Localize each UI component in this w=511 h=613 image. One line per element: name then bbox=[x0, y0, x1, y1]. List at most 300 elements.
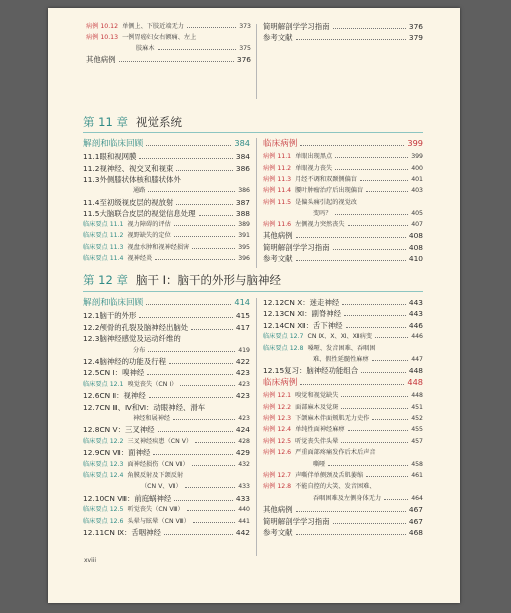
toc-entry-number: 11.2 bbox=[83, 163, 100, 173]
column-divider bbox=[256, 24, 257, 99]
toc-entry-title: 三叉神经疾患（CN Ⅴ） bbox=[127, 437, 193, 445]
toc-entry-number: 12.2 bbox=[83, 322, 100, 332]
toc-entry bbox=[83, 164, 250, 173]
toc-entry-page: 391 bbox=[238, 232, 250, 240]
chapter-12-heading bbox=[83, 272, 281, 288]
toc-leader-dots bbox=[187, 510, 235, 511]
toc-entry-number: 12.8 bbox=[83, 425, 100, 435]
toc-entry bbox=[83, 311, 250, 320]
toc-entry-title: 复习：脑神经功能组合 bbox=[284, 366, 359, 376]
toc-leader-dots bbox=[139, 317, 232, 318]
toc-entry-page: 415 bbox=[235, 311, 250, 321]
toc-entry bbox=[263, 494, 423, 503]
toc-entry bbox=[263, 220, 423, 229]
toc-entry bbox=[86, 55, 251, 64]
toc-entry bbox=[263, 471, 423, 480]
toc-leader-dots bbox=[341, 396, 408, 397]
toc-entry-title: 角膜反射及下颌反射 bbox=[127, 472, 184, 479]
toc-entry-title: 视神经炎 bbox=[127, 255, 153, 262]
toc-entry-number: 11.3 bbox=[83, 174, 100, 184]
toc-entry-number: 12.4 bbox=[83, 357, 100, 366]
toc-entry-title: 变吗？ bbox=[313, 209, 332, 217]
toc-entry-title: 简明解剖学学习指南 bbox=[263, 22, 330, 31]
toc-leader-dots bbox=[153, 454, 233, 455]
toc-entry-title: 不能自控的大笑、发音困难、 bbox=[295, 483, 376, 491]
toc-section-heading bbox=[83, 298, 250, 308]
toc-entry bbox=[83, 346, 250, 355]
toc-leader-dots bbox=[158, 49, 237, 50]
toc-leader-dots bbox=[296, 511, 406, 512]
toc-entry-page: 419 bbox=[238, 346, 250, 354]
toc-entry bbox=[263, 164, 423, 173]
toc-leader-dots bbox=[192, 248, 235, 249]
toc-entry-label: 临床要点 11.2 bbox=[83, 232, 124, 240]
toc-entry-number: 12.14 bbox=[263, 320, 285, 330]
toc-entry-page: 452 bbox=[411, 415, 423, 422]
toc-entry-title: 是偏头痛引起的视觉改 bbox=[295, 198, 357, 206]
toc-entry-number: 12.10 bbox=[83, 493, 105, 503]
toc-leader-dots bbox=[148, 191, 235, 192]
toc-entry-page: 387 bbox=[235, 197, 250, 207]
toc-entry-page: 376 bbox=[236, 55, 251, 64]
toc-entry bbox=[83, 209, 250, 218]
toc-entry bbox=[83, 175, 250, 184]
toc-entry-page: 468 bbox=[408, 528, 423, 537]
toc-entry-page: 410 bbox=[408, 254, 423, 263]
toc-entry bbox=[83, 152, 250, 161]
toc-entry bbox=[263, 505, 423, 514]
toc-entry-page: 407 bbox=[411, 221, 423, 229]
toc-leader-dots bbox=[348, 430, 409, 431]
toc-entry-page: 405 bbox=[411, 209, 423, 217]
toc-entry bbox=[263, 460, 423, 469]
toc-entry-page: 373 bbox=[239, 23, 251, 30]
toc-entry-label: 临床要点 12.4 bbox=[83, 472, 124, 479]
book-page bbox=[48, 8, 460, 603]
chapter-number: 第 12 章 bbox=[83, 273, 128, 287]
toc-leader-dots bbox=[296, 237, 406, 238]
toc-entry-page: 455 bbox=[411, 426, 423, 434]
toc-leader-dots bbox=[119, 61, 234, 62]
toc-entry-title: 神经和展神经 bbox=[133, 415, 171, 422]
toc-entry bbox=[263, 414, 423, 423]
toc-entry bbox=[263, 321, 423, 330]
toc-entry-page: 467 bbox=[408, 516, 423, 526]
toc-entry-page: 443 bbox=[408, 298, 423, 307]
toc-entry-title: 至初级视皮层的视放射 bbox=[99, 197, 174, 207]
toc-leader-dots bbox=[335, 169, 408, 170]
toc-entry-title: 下颌麻木伴面颊肌无力史作 bbox=[295, 415, 370, 422]
toc-entry-label: 病例 10.13 bbox=[86, 34, 119, 41]
toc-entry-label: 临床要点 11.1 bbox=[83, 221, 124, 229]
toc-entry bbox=[263, 482, 423, 491]
chapter-number: 第 11 章 bbox=[83, 115, 128, 129]
toc-entry-page: 375 bbox=[239, 45, 251, 52]
toc-entry bbox=[263, 344, 423, 353]
toc-entry-title: 头晕与眩晕（CN Ⅷ） bbox=[127, 517, 190, 525]
toc-leader-dots bbox=[146, 304, 231, 305]
toc-entry-page: 389 bbox=[238, 221, 250, 229]
toc-entry bbox=[83, 403, 250, 412]
toc-entry-title: 嗅觉丧失（CN Ⅰ） bbox=[127, 380, 178, 388]
toc-leader-dots bbox=[366, 476, 408, 477]
toc-entry-page: 401 bbox=[411, 175, 423, 183]
toc-entry bbox=[83, 198, 250, 207]
toc-entry-page: 451 bbox=[411, 403, 423, 411]
toc-entry bbox=[83, 482, 250, 491]
toc-leader-dots bbox=[335, 214, 409, 215]
toc-entry-page: 423 bbox=[235, 368, 250, 378]
toc-entry-title: 嗓哑、发音困难、吞咽困 bbox=[307, 344, 376, 352]
chapter-title: 视觉系统 bbox=[135, 115, 182, 129]
toc-entry-title: （CN Ⅴ、Ⅶ） bbox=[141, 483, 182, 491]
toc-entry-title: 单眼视力丧失 bbox=[295, 164, 333, 172]
toc-entry bbox=[83, 517, 250, 526]
toc-entry-title: 一例胃癌妇女右额痛、左上 bbox=[122, 34, 197, 41]
toc-entry-title: 严重面部疼痛发作后术后声音 bbox=[295, 449, 376, 457]
toc-entry-label: 病例 12.2 bbox=[263, 403, 292, 411]
toc-entry-page: 403 bbox=[411, 187, 423, 195]
toc-entry-page: 422 bbox=[235, 357, 250, 366]
toc-entry-page: 464 bbox=[411, 494, 423, 502]
toc-entry-label: 病例 12.6 bbox=[263, 449, 292, 457]
toc-leader-dots bbox=[344, 315, 406, 316]
toc-entry-title: 视盘水肿和视神经损害 bbox=[127, 243, 190, 251]
toc-entry bbox=[83, 334, 250, 343]
toc-leader-dots bbox=[147, 374, 233, 375]
toc-entry-page: 432 bbox=[238, 460, 250, 468]
toc-entry-label: 病例 11.5 bbox=[263, 198, 292, 206]
toc-entry bbox=[83, 437, 250, 446]
toc-entry bbox=[83, 186, 250, 195]
toc-entry-page: 446 bbox=[408, 320, 423, 330]
toc-leader-dots bbox=[384, 499, 408, 500]
toc-entry bbox=[263, 391, 423, 400]
toc-entry bbox=[83, 471, 250, 480]
toc-leader-dots bbox=[296, 534, 406, 535]
toc-entry-page: 384 bbox=[234, 138, 250, 148]
toc-entry-page: 423 bbox=[238, 415, 250, 422]
toc-entry-label: 病例 12.4 bbox=[263, 426, 292, 434]
toc-entry bbox=[263, 152, 423, 161]
toc-entry-page: 414 bbox=[234, 297, 250, 307]
toc-leader-dots bbox=[328, 465, 408, 466]
toc-leader-dots bbox=[191, 329, 233, 330]
toc-entry-title: 外侧膝状体核和膝状体外 bbox=[99, 174, 181, 184]
toc-entry-title: CN Ⅸ、Ⅹ、Ⅺ、Ⅻ病变 bbox=[307, 333, 373, 341]
toc-entry bbox=[263, 437, 423, 446]
toc-entry-title: CN Ⅴ：三叉神经 bbox=[99, 425, 155, 435]
toc-leader-dots bbox=[164, 534, 233, 535]
toc-entry-number: 12.15 bbox=[263, 366, 285, 376]
toc-entry bbox=[83, 494, 250, 503]
toc-entry-title: 其他病例 bbox=[263, 231, 293, 241]
toc-leader-dots bbox=[296, 39, 406, 40]
toc-entry-page: 433 bbox=[235, 493, 250, 503]
toc-entry-title: 脑神经感觉及运动纤维的 bbox=[99, 334, 181, 344]
page-folio: xviii bbox=[84, 557, 97, 564]
toc-entry-title: 面部麻木及觉斑 bbox=[295, 403, 339, 411]
toc-entry-title: 其他病例 bbox=[263, 505, 293, 515]
toc-entry-label: 临床要点 11.3 bbox=[83, 243, 124, 251]
toc-entry bbox=[263, 448, 423, 457]
toc-entry bbox=[83, 254, 250, 263]
toc-leader-dots bbox=[300, 384, 404, 385]
toc-entry-label: 病例 11.6 bbox=[263, 221, 292, 229]
toc-entry-page: 448 bbox=[411, 392, 423, 400]
toc-entry-label: 临床要点 12.6 bbox=[83, 517, 124, 525]
toc-entry-title: 腰叶肿瘤治疗后出现偏盲 bbox=[295, 187, 364, 195]
toc-entry-label: 病例 12.3 bbox=[263, 415, 292, 422]
toc-leader-dots bbox=[300, 145, 404, 146]
toc-leader-dots bbox=[174, 225, 235, 226]
toc-entry-title: 解剖和临床回顾 bbox=[83, 298, 144, 308]
toc-entry-title: 单纯性面神经麻痹 bbox=[295, 426, 345, 434]
toc-leader-dots bbox=[375, 337, 408, 338]
toc-entry-page: 424 bbox=[235, 425, 250, 435]
toc-leader-dots bbox=[348, 225, 409, 226]
toc-entry-page: 443 bbox=[408, 309, 423, 319]
toc-leader-dots bbox=[155, 259, 235, 260]
toc-entry bbox=[83, 368, 250, 377]
toc-entry bbox=[263, 425, 423, 434]
toc-entry bbox=[263, 198, 423, 207]
toc-leader-dots bbox=[193, 522, 235, 523]
toc-entry-page: 395 bbox=[238, 243, 250, 251]
toc-entry-page: 441 bbox=[238, 517, 250, 525]
toc-entry-page: 458 bbox=[411, 460, 423, 468]
toc-entry-number: 12.13 bbox=[263, 309, 285, 319]
toc-entry-page: 386 bbox=[238, 187, 250, 195]
toc-section-heading bbox=[83, 139, 250, 149]
toc-entry bbox=[83, 391, 250, 400]
toc-entry-title: 视野缺失的定位 bbox=[127, 232, 171, 240]
toc-entry-title: 分布 bbox=[133, 346, 146, 354]
toc-entry-label: 临床要点 12.7 bbox=[263, 333, 304, 341]
toc-entry-title: CN Ⅸ：舌咽神经 bbox=[104, 528, 161, 537]
toc-entry-page: 428 bbox=[238, 437, 250, 445]
toc-entry-label: 病例 11.2 bbox=[263, 164, 292, 172]
toc-leader-dots bbox=[372, 419, 408, 420]
toc-entry-title: 吞咽困难及左侧身体无力 bbox=[313, 494, 382, 502]
toc-leader-dots bbox=[346, 327, 406, 328]
toc-leader-dots bbox=[174, 236, 235, 237]
toc-entry-page: 448 bbox=[408, 366, 423, 376]
toc-entry-number: 12.9 bbox=[83, 448, 100, 458]
toc-entry-page: 423 bbox=[238, 380, 250, 388]
toc-entry-number: 12.3 bbox=[83, 334, 100, 344]
toc-entry-page: 467 bbox=[408, 505, 423, 515]
toc-entry-number: 11.4 bbox=[83, 197, 100, 207]
toc-entry-title: 简明解剖学学习指南 bbox=[263, 516, 330, 526]
toc-entry bbox=[263, 22, 423, 31]
toc-entry-label: 临床要点 12.3 bbox=[83, 460, 124, 468]
toc-leader-dots bbox=[180, 385, 235, 386]
toc-entry bbox=[263, 209, 423, 218]
toc-entry-title: CN Ⅺ：副脊神经 bbox=[284, 309, 342, 319]
toc-leader-dots bbox=[296, 260, 406, 261]
toc-entry-title: 单眼出现黑点 bbox=[295, 153, 333, 161]
toc-entry-title: 单侧上、下肢近端无力 bbox=[122, 23, 184, 30]
toc-entry-title: 难、假性延髓性麻痹 bbox=[313, 356, 369, 363]
toc-entry bbox=[86, 22, 251, 31]
toc-entry-label: 临床要点 12.1 bbox=[83, 380, 124, 388]
toc-leader-dots bbox=[146, 145, 231, 146]
toc-entry-label: 病例 12.8 bbox=[263, 483, 292, 491]
toc-entry-title: 通路 bbox=[133, 187, 146, 195]
toc-entry-page: 448 bbox=[407, 376, 423, 387]
toc-entry bbox=[263, 332, 423, 341]
toc-entry-page: 396 bbox=[238, 255, 250, 262]
toc-entry-label: 临床要点 12.5 bbox=[83, 506, 124, 514]
toc-entry-page: 429 bbox=[235, 448, 250, 458]
toc-leader-dots bbox=[149, 397, 233, 398]
toc-entry bbox=[83, 460, 250, 469]
toc-entry bbox=[263, 403, 423, 412]
toc-entry bbox=[83, 414, 250, 423]
toc-entry-label: 病例 12.5 bbox=[263, 437, 292, 445]
toc-entry-page: 433 bbox=[238, 483, 250, 491]
toc-entry-title: 颅骨的孔裂及脑神经出脑处 bbox=[99, 322, 189, 332]
toc-entry bbox=[83, 243, 250, 252]
toc-entry-title: 月经不调和双颞侧偏盲 bbox=[295, 175, 357, 183]
toc-entry-label: 临床要点 12.2 bbox=[83, 437, 124, 445]
toc-entry-title: 听觉丧失伴头晕 bbox=[295, 437, 339, 445]
toc-section-heading bbox=[263, 139, 423, 149]
toc-entry bbox=[86, 44, 251, 53]
toc-entry-title: 声嘶伴单侧颈及舌肌萎缩 bbox=[295, 472, 364, 479]
toc-leader-dots bbox=[333, 523, 406, 524]
toc-entry bbox=[263, 517, 423, 526]
toc-entry-page: 384 bbox=[235, 152, 250, 162]
toc-entry bbox=[83, 448, 250, 457]
toc-leader-dots bbox=[139, 158, 232, 159]
toc-entry-title: CN Ⅹ：迷走神经 bbox=[284, 298, 340, 307]
toc-entry-title: 视力障碍的评估 bbox=[127, 221, 171, 229]
toc-entry-page: 417 bbox=[235, 322, 250, 332]
toc-entry-title: CN Ⅲ、Ⅳ和Ⅵ：动眼神经、滑车 bbox=[99, 402, 206, 412]
toc-entry bbox=[83, 220, 250, 229]
toc-entry bbox=[83, 323, 250, 332]
toc-entry-title: 面神经损伤（CN Ⅶ） bbox=[127, 460, 189, 468]
toc-entry-page: 457 bbox=[411, 437, 423, 445]
toc-entry bbox=[263, 355, 423, 364]
toc-leader-dots bbox=[199, 215, 233, 216]
toc-entry-title: 大脑联合皮层的视觉信息处理 bbox=[99, 208, 196, 218]
toc-entry-page: 379 bbox=[408, 33, 423, 42]
toc-entry-title: 嗅觉和视觉缺失 bbox=[295, 392, 339, 400]
toc-leader-dots bbox=[192, 465, 236, 466]
toc-entry-page: 442 bbox=[235, 528, 250, 537]
chapter-title: 脑干 I：脑干的外形与脑神经 bbox=[135, 273, 281, 287]
column-divider bbox=[256, 298, 257, 556]
toc-entry-number: 11.5 bbox=[83, 208, 100, 218]
toc-entry-title: 左侧视力突然丧失 bbox=[295, 221, 345, 229]
toc-entry bbox=[263, 366, 423, 375]
toc-leader-dots bbox=[148, 351, 235, 352]
toc-leader-dots bbox=[361, 372, 406, 373]
toc-leader-dots bbox=[176, 204, 233, 205]
toc-entry-page: 399 bbox=[411, 153, 423, 161]
toc-entry-title: 参考文献 bbox=[263, 528, 293, 537]
toc-entry-title: CN Ⅰ：嗅神经 bbox=[99, 368, 145, 378]
toc-leader-dots bbox=[173, 419, 235, 420]
toc-entry bbox=[263, 528, 423, 537]
toc-entry-page: 461 bbox=[411, 472, 423, 479]
toc-entry bbox=[83, 357, 250, 366]
toc-entry-title: 临床病例 bbox=[263, 377, 298, 388]
chapter-11-heading bbox=[83, 114, 182, 130]
toc-entry-title: 其他病例 bbox=[86, 55, 116, 64]
toc-entry-page: 408 bbox=[408, 242, 423, 252]
chapter-11-rule bbox=[83, 132, 423, 133]
toc-entry bbox=[83, 505, 250, 514]
toc-entry bbox=[263, 186, 423, 195]
toc-entry-title: 参考文献 bbox=[263, 254, 293, 263]
toc-entry bbox=[263, 33, 423, 42]
toc-entry-page: 446 bbox=[411, 333, 423, 341]
toc-entry-title: 听觉丧失（CN Ⅷ） bbox=[127, 506, 184, 514]
toc-leader-dots bbox=[174, 500, 233, 501]
toc-entry bbox=[83, 425, 250, 434]
toc-entry-title: 脑神经的功能及行程 bbox=[99, 357, 166, 366]
toc-entry-page: 447 bbox=[411, 356, 423, 363]
toc-entry-title: 脑干的外形 bbox=[99, 311, 137, 321]
toc-entry-page: 423 bbox=[235, 391, 250, 401]
toc-entry-number: 12.11 bbox=[83, 528, 105, 537]
toc-entry-number: 11.1 bbox=[83, 152, 100, 162]
toc-leader-dots bbox=[341, 442, 408, 443]
toc-entry-label: 病例 10.12 bbox=[86, 23, 119, 30]
toc-entry-title: 简明解剖学学习指南 bbox=[263, 242, 330, 252]
toc-leader-dots bbox=[360, 180, 408, 181]
toc-entry-title: 参考文献 bbox=[263, 33, 293, 42]
toc-entry-number: 12.6 bbox=[83, 391, 100, 401]
toc-leader-dots bbox=[333, 249, 406, 250]
toc-entry bbox=[83, 231, 250, 240]
toc-entry-number: 12.1 bbox=[83, 311, 100, 321]
toc-entry bbox=[263, 243, 423, 252]
toc-entry-page: 388 bbox=[235, 208, 250, 218]
toc-entry-page: 386 bbox=[235, 163, 250, 173]
toc-entry-label: 病例 11.1 bbox=[263, 153, 292, 161]
toc-entry-title: 肢麻木 bbox=[136, 45, 155, 52]
toc-entry-label: 病例 11.3 bbox=[263, 175, 292, 183]
toc-entry-title: 视神经、视交叉和视束 bbox=[99, 163, 174, 173]
toc-leader-dots bbox=[335, 157, 408, 158]
toc-entry bbox=[263, 298, 423, 307]
toc-entry-title: 临床病例 bbox=[263, 139, 298, 149]
toc-leader-dots bbox=[185, 487, 236, 488]
toc-entry bbox=[86, 33, 251, 42]
toc-leader-dots bbox=[158, 431, 233, 432]
toc-entry-label: 临床要点 12.8 bbox=[263, 344, 304, 352]
toc-entry-page: 440 bbox=[238, 506, 250, 514]
toc-entry-title: CN Ⅻ：舌下神经 bbox=[284, 320, 343, 330]
toc-entry-number: 12.5 bbox=[83, 368, 100, 378]
toc-leader-dots bbox=[187, 27, 236, 28]
toc-entry-page: 399 bbox=[407, 138, 423, 148]
toc-entry-label: 病例 12.7 bbox=[263, 472, 292, 479]
toc-section-heading bbox=[263, 378, 423, 388]
toc-entry-number: 12.7 bbox=[83, 402, 100, 412]
toc-leader-dots bbox=[195, 442, 235, 443]
toc-entry-page: 408 bbox=[408, 231, 423, 241]
toc-leader-dots bbox=[176, 170, 233, 171]
toc-entry-title: CN Ⅶ：面神经 bbox=[99, 448, 151, 458]
toc-entry bbox=[263, 231, 423, 240]
toc-entry-title: CN Ⅱ：视神经 bbox=[99, 391, 146, 401]
